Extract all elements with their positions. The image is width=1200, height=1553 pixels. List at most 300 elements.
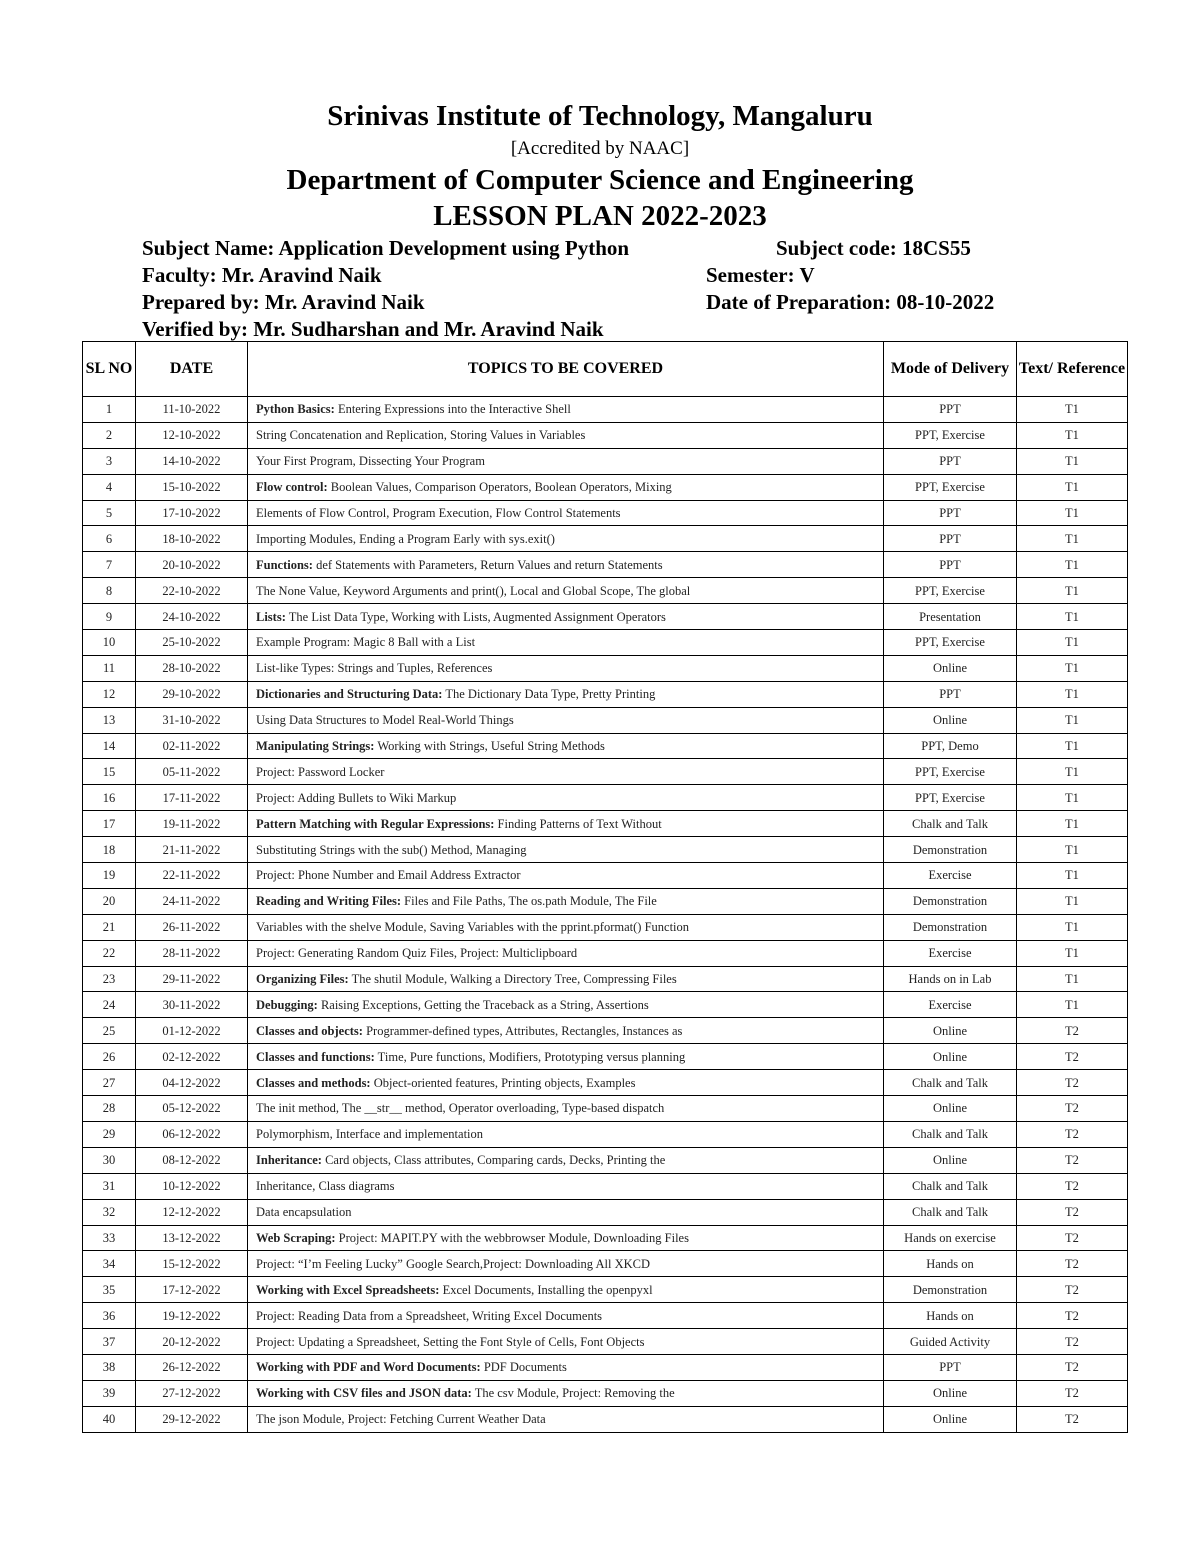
row-topic (248, 578, 884, 604)
row-sl-no: 27 (83, 1070, 136, 1096)
topic-unit-heading: Inheritance: (256, 1153, 322, 1168)
row-reference: T1 (1017, 397, 1128, 423)
topic-unit-heading: Working with PDF and Word Documents: (256, 1360, 481, 1375)
row-sl-no: 20 (83, 888, 136, 914)
row-topic (248, 888, 884, 914)
table-row (83, 500, 1128, 526)
topic-text: Variables with the shelve Module, Saving Variables with the pprint.pformat() Function (256, 920, 690, 935)
row-reference: T1 (1017, 733, 1128, 759)
row-mode: Online (884, 1096, 1017, 1122)
verified-by: Verified by: Mr. Sudharshan and Mr. Aravind Naik (142, 317, 604, 341)
row-date: 29-11-2022 (136, 966, 248, 992)
topic-unit-heading: Reading and Writing Files: (256, 894, 402, 909)
row-sl-no: 39 (83, 1380, 136, 1406)
row-mode: Demonstration (884, 914, 1017, 940)
topic-text: Boolean Values, Comparison Operators, Boolean Operators, Mixing (327, 480, 672, 495)
topic-text: The Dictionary Data Type, Pretty Printing (442, 687, 656, 702)
prepared-by: Prepared by: Mr. Aravind Naik (142, 290, 425, 314)
row-topic (248, 500, 884, 526)
row-sl-no: 23 (83, 966, 136, 992)
row-date: 21-11-2022 (136, 837, 248, 863)
table-row (83, 940, 1128, 966)
row-reference: T2 (1017, 1225, 1128, 1251)
table-row (83, 1018, 1128, 1044)
table-row (83, 992, 1128, 1018)
row-reference: T1 (1017, 552, 1128, 578)
topic-text: Programmer-defined types, Attributes, Rectangles, Instances as (362, 1023, 683, 1038)
row-reference: T2 (1017, 1147, 1128, 1173)
row-reference: T1 (1017, 474, 1128, 500)
row-reference: T2 (1017, 1121, 1128, 1147)
row-reference: T2 (1017, 1173, 1128, 1199)
topic-unit-heading: Lists: (256, 609, 286, 624)
date-of-preparation: Date of Preparation: 08-10-2022 (706, 290, 995, 314)
lesson-plan-table (82, 341, 1128, 1433)
row-mode: Online (884, 707, 1017, 733)
row-sl-no: 15 (83, 759, 136, 785)
topic-text: Excel Documents, Installing the openpyxl (439, 1282, 653, 1297)
row-reference: T2 (1017, 1354, 1128, 1380)
row-sl-no: 9 (83, 604, 136, 630)
topic-unit-heading: Web Scraping: (256, 1230, 336, 1245)
topic-text: Project: Updating a Spreadsheet, Setting the Font Style of Cells, Font Objects (256, 1334, 645, 1349)
topic-text: List-like Types: Strings and Tuples, References (256, 661, 493, 676)
topic-text: String Concatenation and Replication, Storing Values in Variables (256, 428, 586, 443)
topic-text: Project: MAPIT.PY with the webbrowser Module, Downloading Files (335, 1230, 689, 1245)
row-mode: Chalk and Talk (884, 1121, 1017, 1147)
row-sl-no: 7 (83, 552, 136, 578)
row-topic (248, 1251, 884, 1277)
row-reference: T2 (1017, 1277, 1128, 1303)
table-row (83, 397, 1128, 423)
row-mode: PPT, Demo (884, 733, 1017, 759)
row-sl-no: 19 (83, 863, 136, 889)
topic-unit-heading: Pattern Matching with Regular Expressions: (256, 816, 495, 831)
row-reference: T2 (1017, 1199, 1128, 1225)
row-mode: Demonstration (884, 1277, 1017, 1303)
table-row (83, 474, 1128, 500)
topic-text: Finding Patterns of Text Without (494, 816, 662, 831)
topic-text: The json Module, Project: Fetching Current Weather Data (256, 1412, 546, 1427)
row-sl-no: 25 (83, 1018, 136, 1044)
topic-text: Example Program: Magic 8 Ball with a List (256, 635, 476, 650)
table-row (83, 1096, 1128, 1122)
row-date: 17-10-2022 (136, 500, 248, 526)
faculty: Faculty: Mr. Aravind Naik (142, 263, 382, 287)
table-row (83, 526, 1128, 552)
row-sl-no: 5 (83, 500, 136, 526)
row-sl-no: 3 (83, 448, 136, 474)
row-date: 25-10-2022 (136, 630, 248, 656)
row-mode: PPT, Exercise (884, 474, 1017, 500)
row-topic (248, 863, 884, 889)
table-row (83, 655, 1128, 681)
row-reference: T1 (1017, 448, 1128, 474)
row-mode: PPT, Exercise (884, 785, 1017, 811)
row-date: 14-10-2022 (136, 448, 248, 474)
row-mode: PPT, Exercise (884, 630, 1017, 656)
row-mode: PPT, Exercise (884, 759, 1017, 785)
topic-unit-heading: Manipulating Strings: (256, 739, 375, 754)
row-mode: Chalk and Talk (884, 1070, 1017, 1096)
row-topic (248, 785, 884, 811)
table-row (83, 1303, 1128, 1329)
row-reference: T1 (1017, 681, 1128, 707)
row-topic (248, 733, 884, 759)
row-mode: Demonstration (884, 888, 1017, 914)
topic-text: The csv Module, Project: Removing the (471, 1386, 675, 1401)
row-sl-no: 8 (83, 578, 136, 604)
row-topic (248, 1018, 884, 1044)
row-sl-no: 30 (83, 1147, 136, 1173)
row-date: 11-10-2022 (136, 397, 248, 423)
row-mode: PPT (884, 500, 1017, 526)
row-topic (248, 630, 884, 656)
row-topic (248, 1406, 884, 1432)
topic-text: Substituting Strings with the sub() Method, Managing (256, 842, 527, 857)
row-date: 28-11-2022 (136, 940, 248, 966)
row-sl-no: 18 (83, 837, 136, 863)
row-reference: T2 (1017, 1380, 1128, 1406)
row-reference: T1 (1017, 888, 1128, 914)
row-topic (248, 1303, 884, 1329)
row-reference: T1 (1017, 785, 1128, 811)
row-topic (248, 1070, 884, 1096)
row-topic (248, 1147, 884, 1173)
row-date: 24-10-2022 (136, 604, 248, 630)
subject-name: Subject Name: Application Development using Python (142, 236, 630, 260)
row-sl-no: 12 (83, 681, 136, 707)
table-row (83, 914, 1128, 940)
topic-text: def Statements with Parameters, Return Values and return Statements (312, 557, 663, 572)
row-reference: T1 (1017, 422, 1128, 448)
row-reference: T1 (1017, 526, 1128, 552)
row-topic (248, 940, 884, 966)
row-topic (248, 1380, 884, 1406)
row-reference: T1 (1017, 630, 1128, 656)
row-sl-no: 21 (83, 914, 136, 940)
row-reference: T2 (1017, 1070, 1128, 1096)
row-sl-no: 26 (83, 1044, 136, 1070)
table-row (83, 604, 1128, 630)
row-sl-no: 29 (83, 1121, 136, 1147)
row-sl-no: 11 (83, 655, 136, 681)
row-date: 02-11-2022 (136, 733, 248, 759)
row-topic (248, 1329, 884, 1355)
topic-text: Project: Phone Number and Email Address Extractor (256, 868, 521, 883)
row-topic (248, 837, 884, 863)
row-reference: T1 (1017, 500, 1128, 526)
row-sl-no: 40 (83, 1406, 136, 1432)
row-topic (248, 811, 884, 837)
row-reference: T2 (1017, 1406, 1128, 1432)
row-reference: T1 (1017, 863, 1128, 889)
topic-unit-heading: Debugging: (256, 997, 318, 1012)
topic-text: Project: Password Locker (256, 764, 385, 779)
topic-text: Project: “I’m Feeling Lucky” Google Search,Project: Downloading All XKCD (256, 1256, 651, 1271)
topic-unit-heading: Classes and objects: (256, 1023, 363, 1038)
header-date: DATE (136, 342, 248, 397)
row-sl-no: 22 (83, 940, 136, 966)
table-row (83, 448, 1128, 474)
row-topic (248, 526, 884, 552)
institute-name: Srinivas Institute of Technology, Mangaluru (327, 100, 873, 132)
table-row (83, 1225, 1128, 1251)
header-sl-no: SL NO (83, 342, 136, 397)
topic-text: PDF Documents (480, 1360, 567, 1375)
table-row (83, 1044, 1128, 1070)
row-reference: T1 (1017, 811, 1128, 837)
table-row (83, 1354, 1128, 1380)
row-mode: Online (884, 655, 1017, 681)
row-date: 19-11-2022 (136, 811, 248, 837)
row-date: 19-12-2022 (136, 1303, 248, 1329)
topic-text: Project: Reading Data from a Spreadsheet, Writing Excel Documents (256, 1308, 603, 1323)
row-sl-no: 10 (83, 630, 136, 656)
row-mode: Hands on (884, 1251, 1017, 1277)
row-topic (248, 1199, 884, 1225)
row-mode: PPT (884, 681, 1017, 707)
topic-text: Elements of Flow Control, Program Execution, Flow Control Statements (256, 506, 621, 520)
row-sl-no: 36 (83, 1303, 136, 1329)
row-date: 13-12-2022 (136, 1225, 248, 1251)
row-date: 22-11-2022 (136, 863, 248, 889)
topic-text: Object-oriented features, Printing objects, Examples (370, 1075, 636, 1090)
lesson-plan-title: LESSON PLAN 2022-2023 (433, 200, 767, 232)
row-reference: T1 (1017, 966, 1128, 992)
row-mode: Hands on (884, 1303, 1017, 1329)
row-reference: T2 (1017, 1096, 1128, 1122)
table-row (83, 1406, 1128, 1432)
topic-unit-heading: Organizing Files: (256, 972, 349, 987)
row-date: 12-12-2022 (136, 1199, 248, 1225)
row-date: 29-10-2022 (136, 681, 248, 707)
row-sl-no: 14 (83, 733, 136, 759)
row-mode: Online (884, 1147, 1017, 1173)
row-date: 29-12-2022 (136, 1406, 248, 1432)
row-sl-no: 35 (83, 1277, 136, 1303)
row-topic (248, 1096, 884, 1122)
table-row (83, 552, 1128, 578)
row-mode: Online (884, 1380, 1017, 1406)
table-row (83, 1329, 1128, 1355)
row-reference: T1 (1017, 655, 1128, 681)
subject-code: Subject code: 18CS55 (776, 236, 971, 260)
row-topic (248, 681, 884, 707)
row-date: 05-11-2022 (136, 759, 248, 785)
row-reference: T1 (1017, 914, 1128, 940)
accreditation-note: [Accredited by NAAC] (510, 138, 690, 159)
row-sl-no: 6 (83, 526, 136, 552)
row-topic (248, 604, 884, 630)
row-mode: Guided Activity (884, 1329, 1017, 1355)
row-sl-no: 32 (83, 1199, 136, 1225)
row-date: 15-10-2022 (136, 474, 248, 500)
row-mode: PPT, Exercise (884, 578, 1017, 604)
row-sl-no: 16 (83, 785, 136, 811)
row-mode: PPT (884, 448, 1017, 474)
row-topic (248, 397, 884, 423)
topic-unit-heading: Python Basics: (256, 402, 335, 417)
row-date: 17-12-2022 (136, 1277, 248, 1303)
row-topic (248, 1277, 884, 1303)
table-row (83, 1277, 1128, 1303)
row-mode: Online (884, 1018, 1017, 1044)
row-reference: T1 (1017, 759, 1128, 785)
row-topic (248, 1121, 884, 1147)
row-date: 04-12-2022 (136, 1070, 248, 1096)
row-date: 06-12-2022 (136, 1121, 248, 1147)
row-date: 24-11-2022 (136, 888, 248, 914)
row-date: 18-10-2022 (136, 526, 248, 552)
topic-text: Your First Program, Dissecting Your Program (256, 454, 485, 469)
table-row (83, 1199, 1128, 1225)
row-reference: T2 (1017, 1329, 1128, 1355)
header-topics: TOPICS TO BE COVERED (248, 342, 884, 397)
table-row (83, 888, 1128, 914)
table-row (83, 707, 1128, 733)
row-date: 26-11-2022 (136, 914, 248, 940)
row-date: 08-12-2022 (136, 1147, 248, 1173)
table-row (83, 422, 1128, 448)
department-name: Department of Computer Science and Engineering (286, 164, 914, 196)
row-reference: T1 (1017, 578, 1128, 604)
row-mode: Hands on in Lab (884, 966, 1017, 992)
row-reference: T1 (1017, 992, 1128, 1018)
row-date: 26-12-2022 (136, 1354, 248, 1380)
table-row (83, 837, 1128, 863)
row-topic (248, 966, 884, 992)
topic-unit-heading: Classes and methods: (256, 1075, 371, 1090)
topic-text: Working with Strings, Useful String Methods (374, 739, 605, 754)
row-topic (248, 1044, 884, 1070)
table-row (83, 1070, 1128, 1096)
row-topic (248, 1173, 884, 1199)
row-sl-no: 2 (83, 422, 136, 448)
table-row (83, 1173, 1128, 1199)
row-reference: T2 (1017, 1303, 1128, 1329)
table-row (83, 785, 1128, 811)
row-sl-no: 28 (83, 1096, 136, 1122)
row-mode: Exercise (884, 992, 1017, 1018)
topic-text: Polymorphism, Interface and implementation (256, 1127, 484, 1142)
row-sl-no: 17 (83, 811, 136, 837)
row-topic (248, 655, 884, 681)
topic-text: Project: Adding Bullets to Wiki Markup (256, 790, 457, 805)
row-mode: Online (884, 1406, 1017, 1432)
row-mode: Demonstration (884, 837, 1017, 863)
topic-text: Card objects, Class attributes, Comparing cards, Decks, Printing the (321, 1153, 666, 1168)
row-date: 27-12-2022 (136, 1380, 248, 1406)
topic-text: Using Data Structures to Model Real-World Things (256, 713, 514, 728)
topic-text: Raising Exceptions, Getting the Traceback as a String, Assertions (317, 997, 649, 1012)
row-topic (248, 992, 884, 1018)
semester: Semester: V (706, 263, 815, 287)
topic-text: Project: Generating Random Quiz Files, Project: Multiclipboard (256, 946, 578, 961)
row-mode: PPT (884, 1354, 1017, 1380)
table-row (83, 1147, 1128, 1173)
row-sl-no: 34 (83, 1251, 136, 1277)
topic-text: Files and File Paths, The os.path Module, The File (401, 894, 657, 909)
table-row (83, 1380, 1128, 1406)
topic-text: The init method, The __str__ method, Operator overloading, Type-based dispatch (256, 1101, 665, 1116)
topic-unit-heading: Dictionaries and Structuring Data: (256, 687, 443, 702)
row-reference: T2 (1017, 1018, 1128, 1044)
row-date: 28-10-2022 (136, 655, 248, 681)
topic-text: The shutil Module, Walking a Directory Tree, Compressing Files (348, 972, 677, 987)
row-mode: PPT (884, 397, 1017, 423)
row-topic (248, 759, 884, 785)
table-row (83, 578, 1128, 604)
row-reference: T2 (1017, 1044, 1128, 1070)
row-mode: PPT, Exercise (884, 422, 1017, 448)
row-topic (248, 552, 884, 578)
row-mode: Chalk and Talk (884, 811, 1017, 837)
row-date: 15-12-2022 (136, 1251, 248, 1277)
row-mode: Exercise (884, 863, 1017, 889)
row-mode: Hands on exercise (884, 1225, 1017, 1251)
row-sl-no: 1 (83, 397, 136, 423)
topic-text: Time, Pure functions, Modifiers, Prototyping versus planning (374, 1049, 686, 1064)
topic-text: Entering Expressions into the Interactive Shell (334, 402, 571, 417)
row-date: 10-12-2022 (136, 1173, 248, 1199)
table-row (83, 759, 1128, 785)
row-topic (248, 422, 884, 448)
row-sl-no: 13 (83, 707, 136, 733)
row-reference: T2 (1017, 1251, 1128, 1277)
row-mode: Presentation (884, 604, 1017, 630)
topic-unit-heading: Functions: (256, 557, 313, 572)
topic-text: The List Data Type, Working with Lists, Augmented Assignment Operators (285, 609, 666, 624)
row-sl-no: 38 (83, 1354, 136, 1380)
row-sl-no: 31 (83, 1173, 136, 1199)
topic-unit-heading: Flow control: (256, 480, 328, 495)
row-date: 31-10-2022 (136, 707, 248, 733)
row-date: 30-11-2022 (136, 992, 248, 1018)
topic-text: The None Value, Keyword Arguments and print(), Local and Global Scope, The global (256, 583, 691, 598)
row-topic (248, 1225, 884, 1251)
row-sl-no: 24 (83, 992, 136, 1018)
row-mode: Exercise (884, 940, 1017, 966)
row-date: 17-11-2022 (136, 785, 248, 811)
table-row (83, 1251, 1128, 1277)
row-mode: Online (884, 1044, 1017, 1070)
table-row (83, 966, 1128, 992)
row-date: 20-10-2022 (136, 552, 248, 578)
row-reference: T1 (1017, 707, 1128, 733)
row-topic (248, 1354, 884, 1380)
header-text-reference: Text/ Reference (1017, 342, 1128, 397)
topic-unit-heading: Working with CSV files and JSON data: (256, 1386, 472, 1401)
row-sl-no: 4 (83, 474, 136, 500)
table-row (83, 681, 1128, 707)
topic-text: Importing Modules, Ending a Program Early with sys.exit() (256, 531, 555, 546)
topic-unit-heading: Working with Excel Spreadsheets: (256, 1282, 440, 1297)
table-row (83, 863, 1128, 889)
row-topic (248, 474, 884, 500)
row-reference: T1 (1017, 837, 1128, 863)
row-date: 02-12-2022 (136, 1044, 248, 1070)
row-date: 05-12-2022 (136, 1096, 248, 1122)
row-date: 20-12-2022 (136, 1329, 248, 1355)
row-topic (248, 707, 884, 733)
row-topic (248, 448, 884, 474)
topic-text: Inheritance, Class diagrams (256, 1179, 395, 1194)
header-mode: Mode of Delivery (884, 342, 1017, 397)
row-reference: T1 (1017, 604, 1128, 630)
row-date: 01-12-2022 (136, 1018, 248, 1044)
row-sl-no: 37 (83, 1329, 136, 1355)
